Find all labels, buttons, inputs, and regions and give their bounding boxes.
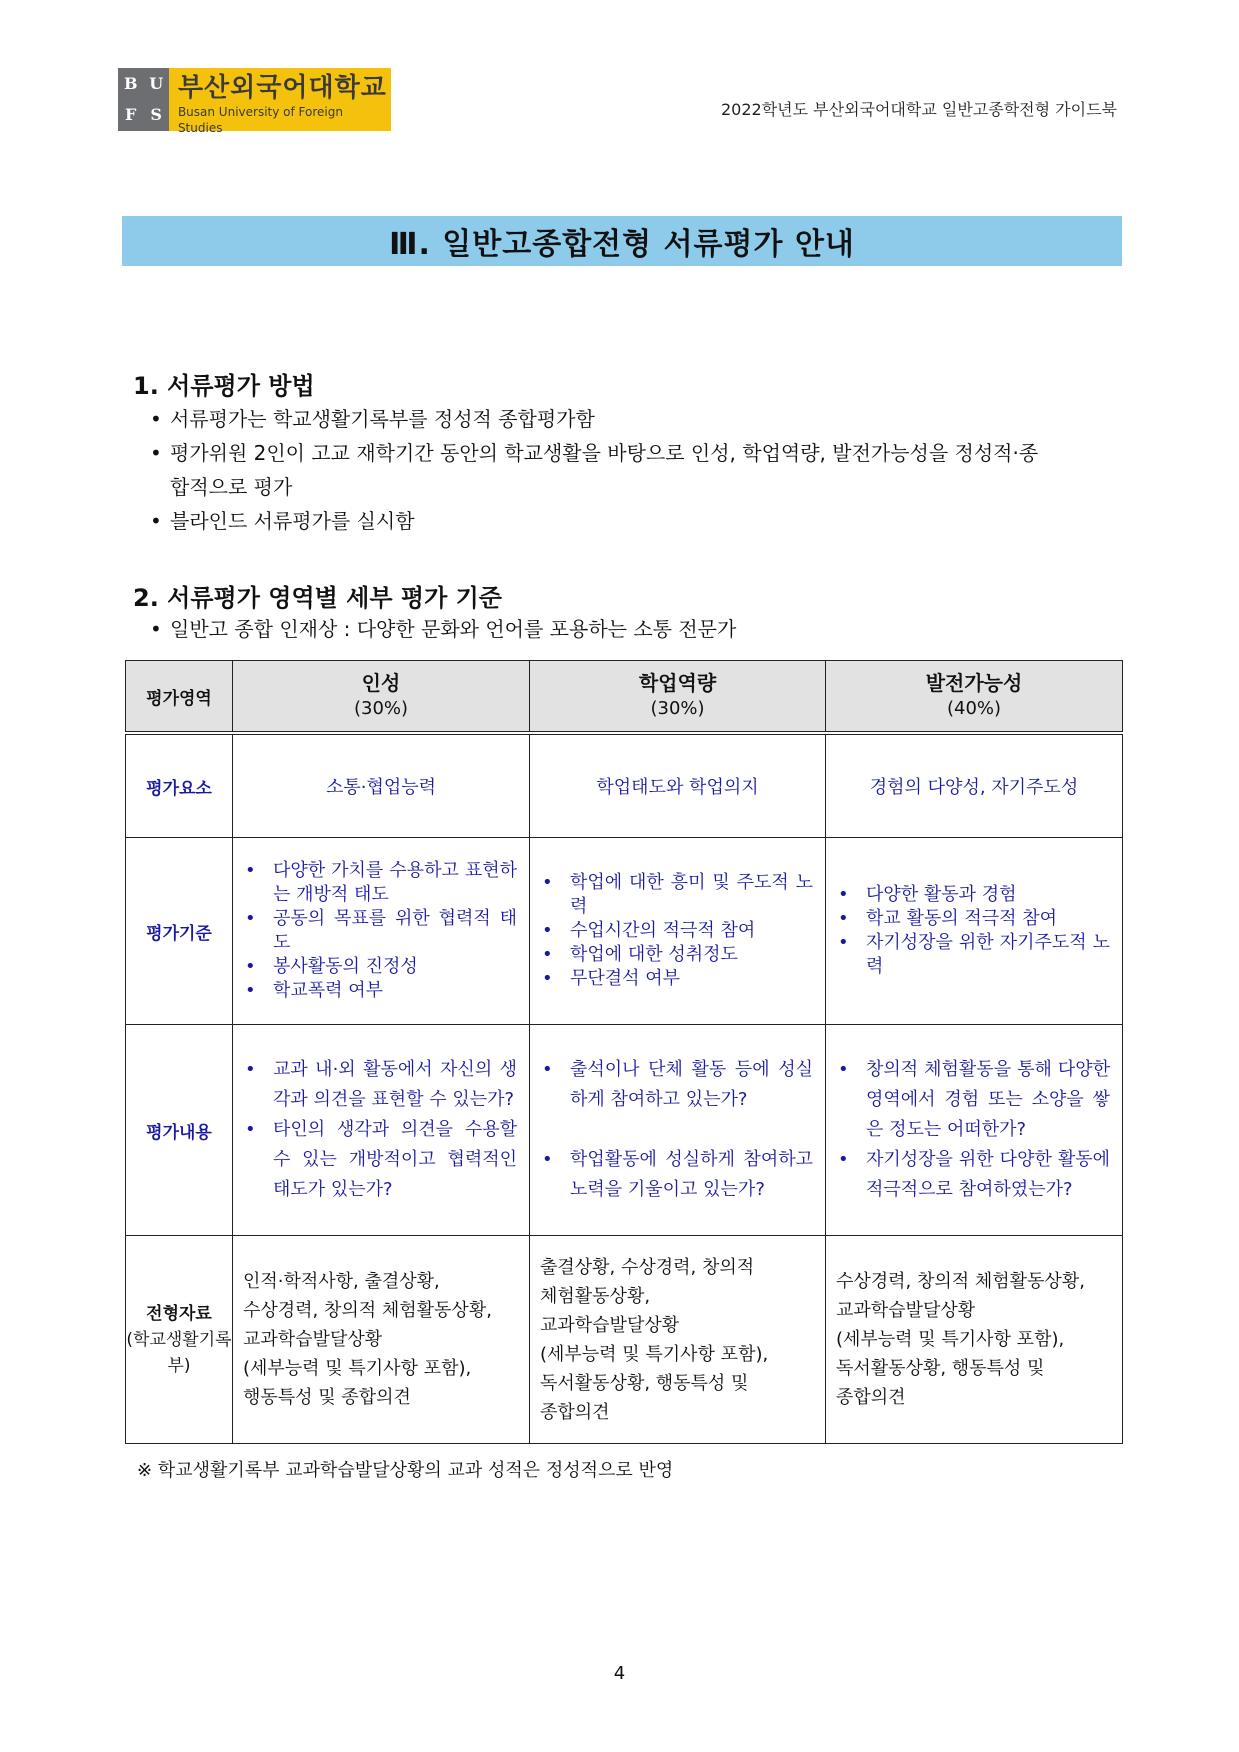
chapter-title: Ⅲ. 일반고종합전형 서류평가 안내: [122, 216, 1122, 266]
table-cell: 소통·협업능력: [233, 735, 530, 838]
cell-line: 종합의견: [540, 1401, 610, 1423]
column-name: 발전가능성: [925, 671, 1023, 695]
list-item: • 봉사활동의 진정성: [245, 955, 517, 979]
logo-letter: F: [125, 105, 137, 125]
logo-name-english: Busan University of Foreign Studies: [177, 105, 343, 135]
section2-bullet-list: [150, 612, 1050, 646]
table-cell: [233, 1025, 530, 1236]
list-item: • 자기성장을 위한 자기주도적 노력: [838, 931, 1110, 979]
row-label-sub: (학교생활기록부): [126, 1329, 232, 1376]
logo-letter: B: [123, 73, 138, 93]
table-cell: 학업태도와 학업의지: [530, 735, 826, 838]
cell-line: 교과학습발달상황: [540, 1314, 680, 1336]
cell-line: (세부능력 및 특기사항 포함),: [540, 1343, 769, 1365]
list-item: • 공동의 목표를 위한 협력적 태도: [245, 907, 517, 955]
list-item: • 무단결석 여부: [542, 967, 813, 991]
logo-mark: [118, 68, 169, 131]
footnote: ※ 학교생활기록부 교과학습발달상황의 교과 성적은 정성적으로 반영: [137, 1460, 674, 1481]
list-item: • 학교폭력 여부: [245, 979, 517, 1003]
list-item: • 타인의 생각과 의견을 수용할 수 있는 개방적이고 협력적인 태도가 있는가?: [245, 1115, 517, 1205]
section1-heading: 1. 서류평가 방법: [133, 372, 315, 400]
list-item: • 자기성장을 위한 다양한 활동에 적극적으로 참여하였는가?: [838, 1145, 1110, 1205]
list-item: • 창의적 체험활동을 통해 다양한 영역에서 경험 또는 소양을 쌓은 정도는 어떠한가?: [838, 1055, 1110, 1145]
list-item: • 학교 활동의 적극적 참여: [838, 907, 1110, 931]
list-item: • 출석이나 단체 활동 등에 성실하게 참여하고 있는가?: [542, 1055, 813, 1115]
row-label: 평가내용: [126, 1025, 233, 1236]
cell-line: (세부능력 및 특기사항 포함),: [243, 1358, 472, 1379]
list-item: • 다양한 활동과 경험: [838, 883, 1110, 907]
header-column: [233, 661, 530, 732]
table-cell: [826, 1236, 1123, 1444]
column-name: 학업역량: [638, 671, 717, 695]
cell-line: 독서활동상황, 행동특성 및: [836, 1358, 1045, 1379]
university-logo: [118, 68, 391, 135]
table-cell: [530, 1025, 826, 1236]
list-item: • 서류평가는 학교생활기록부를 정성적 종합평가함: [150, 402, 1050, 436]
cell-line: 교과학습발달상황: [243, 1329, 383, 1350]
header-area-label: 평가영역: [126, 661, 233, 732]
column-weight: (40%): [946, 698, 1002, 719]
list-item: • 학업에 대한 흥미 및 주도적 노력: [542, 871, 813, 919]
list-item: • 평가위원 2인이 고교 재학기간 동안의 학교생활을 바탕으로 인성, 학업역량, 발전가능성을 정성적·종합적으로 평가: [150, 436, 1050, 504]
cell-line: 체험활동상황,: [540, 1285, 651, 1307]
list-item: • 교과 내·외 활동에서 자신의 생각과 의견을 표현할 수 있는가?: [245, 1055, 517, 1115]
table-cell: [826, 838, 1123, 1025]
cell-line: 수상경력, 창의적 체험활동상황,: [243, 1300, 492, 1321]
logo-letter: S: [150, 105, 162, 125]
table-row: [126, 735, 1123, 838]
logo-letter: U: [149, 73, 164, 93]
list-item: • 학업에 대한 성취정도: [542, 943, 813, 967]
evaluation-criteria-table: [125, 660, 1123, 1444]
row-label: 평가요소: [126, 735, 233, 838]
cell-line: 교과학습발달상황: [836, 1300, 976, 1321]
table-header-row: [126, 661, 1123, 732]
cell-line: 인적·학적사항, 출결상황,: [243, 1271, 440, 1292]
cell-line: 수상경력, 창의적 체험활동상황,: [836, 1271, 1085, 1292]
cell-line: 출결상황, 수상경력, 창의적: [540, 1256, 755, 1278]
row-label-main: 전형자료: [146, 1303, 212, 1324]
column-weight: (30%): [650, 698, 705, 719]
section1-bullet-list: [150, 402, 1050, 538]
row-label: 평가기준: [126, 838, 233, 1025]
section2-heading: 2. 서류평가 영역별 세부 평가 기준: [133, 584, 502, 612]
table-cell: 경험의 다양성, 자기주도성: [826, 735, 1123, 838]
header-column: [530, 661, 826, 732]
table-row: [126, 1025, 1123, 1236]
table-cell: [530, 1236, 826, 1444]
row-label: [126, 1236, 233, 1444]
table-row: [126, 1236, 1123, 1444]
table-cell: [826, 1025, 1123, 1236]
table-cell: [233, 1236, 530, 1444]
list-item: • 학업활동에 성실하게 참여하고 노력을 기울이고 있는가?: [542, 1145, 813, 1205]
header-column: [826, 661, 1123, 732]
logo-name-korean: 부산외국어대학교: [177, 73, 387, 103]
list-item: • 다양한 가치를 수용하고 표현하는 개방적 태도: [245, 859, 517, 907]
cell-line: 종합의견: [836, 1387, 906, 1408]
document-header-title: 2022학년도 부산외국어대학교 일반고종학전형 가이드북: [720, 100, 1117, 119]
cell-line: (세부능력 및 특기사항 포함),: [836, 1329, 1065, 1350]
page-number: 4: [613, 1663, 626, 1684]
table-row: [126, 838, 1123, 1025]
cell-line: 독서활동상황, 행동특성 및: [540, 1372, 749, 1394]
list-item: • 일반고 종합 인재상 : 다양한 문화와 언어를 포용하는 소통 전문가: [150, 612, 1050, 646]
column-weight: (30%): [353, 698, 409, 719]
table-cell: [530, 838, 826, 1025]
list-item: • 블라인드 서류평가를 실시함: [150, 504, 1050, 538]
list-item: • 수업시간의 적극적 참여: [542, 919, 813, 943]
table-cell: [233, 838, 530, 1025]
cell-line: 행동특성 및 종합의견: [243, 1387, 411, 1408]
column-name: 인성: [361, 671, 401, 695]
